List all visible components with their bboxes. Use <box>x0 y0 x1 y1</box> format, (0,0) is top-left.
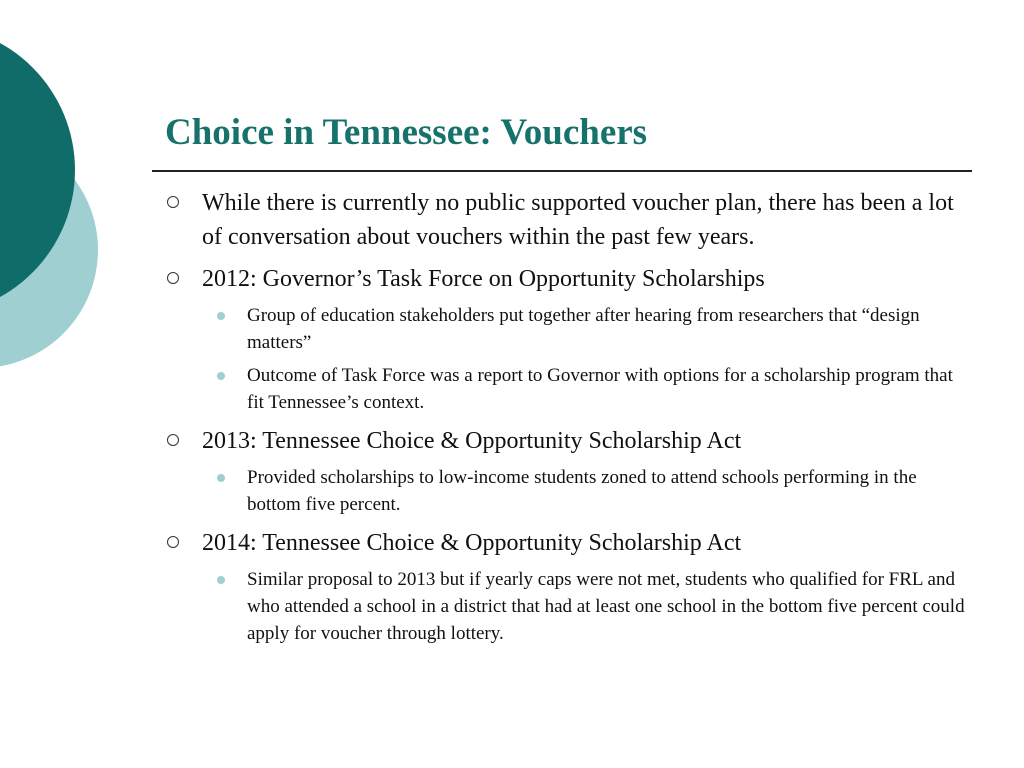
hollow-circle-bullet-icon <box>167 536 179 548</box>
slide-content <box>165 186 965 655</box>
sub-bullet-item <box>210 464 965 518</box>
sub-bullet-item <box>210 566 965 647</box>
bullet-item <box>165 526 965 560</box>
filled-dot-bullet-icon <box>217 312 225 320</box>
bullet-group <box>165 424 965 518</box>
title-divider <box>152 170 972 172</box>
hollow-circle-bullet-icon <box>167 434 179 446</box>
slide-title: Choice in Tennessee: Vouchers <box>165 112 648 153</box>
filled-dot-bullet-icon <box>217 474 225 482</box>
filled-dot-bullet-icon <box>217 372 225 380</box>
sub-bullet-text: Outcome of Task Force was a report to Governor with options for a scholarship program that fit Tennessee’s context. <box>247 365 953 413</box>
bullet-item <box>165 186 965 254</box>
decorative-circles <box>0 0 140 420</box>
filled-dot-bullet-icon <box>217 576 225 584</box>
sub-bullet-text: Provided scholarships to low-income students zoned to attend schools performing in the bottom five percent. <box>247 467 917 515</box>
hollow-circle-bullet-icon <box>167 272 179 284</box>
bullet-text: 2012: Governor’s Task Force on Opportunity Scholarships <box>202 266 765 292</box>
bullet-item <box>165 424 965 458</box>
bullet-text: While there is currently no public supported voucher plan, there has been a lot of conversation about vouchers within the past few years. <box>202 190 954 250</box>
sub-bullet-text: Group of education stakeholders put together after hearing from researchers that “design matters” <box>247 305 920 353</box>
bullet-text: 2013: Tennessee Choice & Opportunity Scholarship Act <box>202 428 742 454</box>
sub-bullet-item <box>210 362 965 416</box>
bullet-group <box>165 262 965 416</box>
bullet-group <box>165 526 965 647</box>
sub-bullet-item <box>210 302 965 356</box>
bullet-group <box>165 186 965 254</box>
bullet-text: 2014: Tennessee Choice & Opportunity Scholarship Act <box>202 530 742 556</box>
sub-bullet-text: Similar proposal to 2013 but if yearly caps were not met, students who qualified for FRL and who attended a school in a district that had at least one school in the bottom five percent could apply for voucher through lottery. <box>247 569 965 644</box>
bullet-item <box>165 262 965 296</box>
hollow-circle-bullet-icon <box>167 196 179 208</box>
